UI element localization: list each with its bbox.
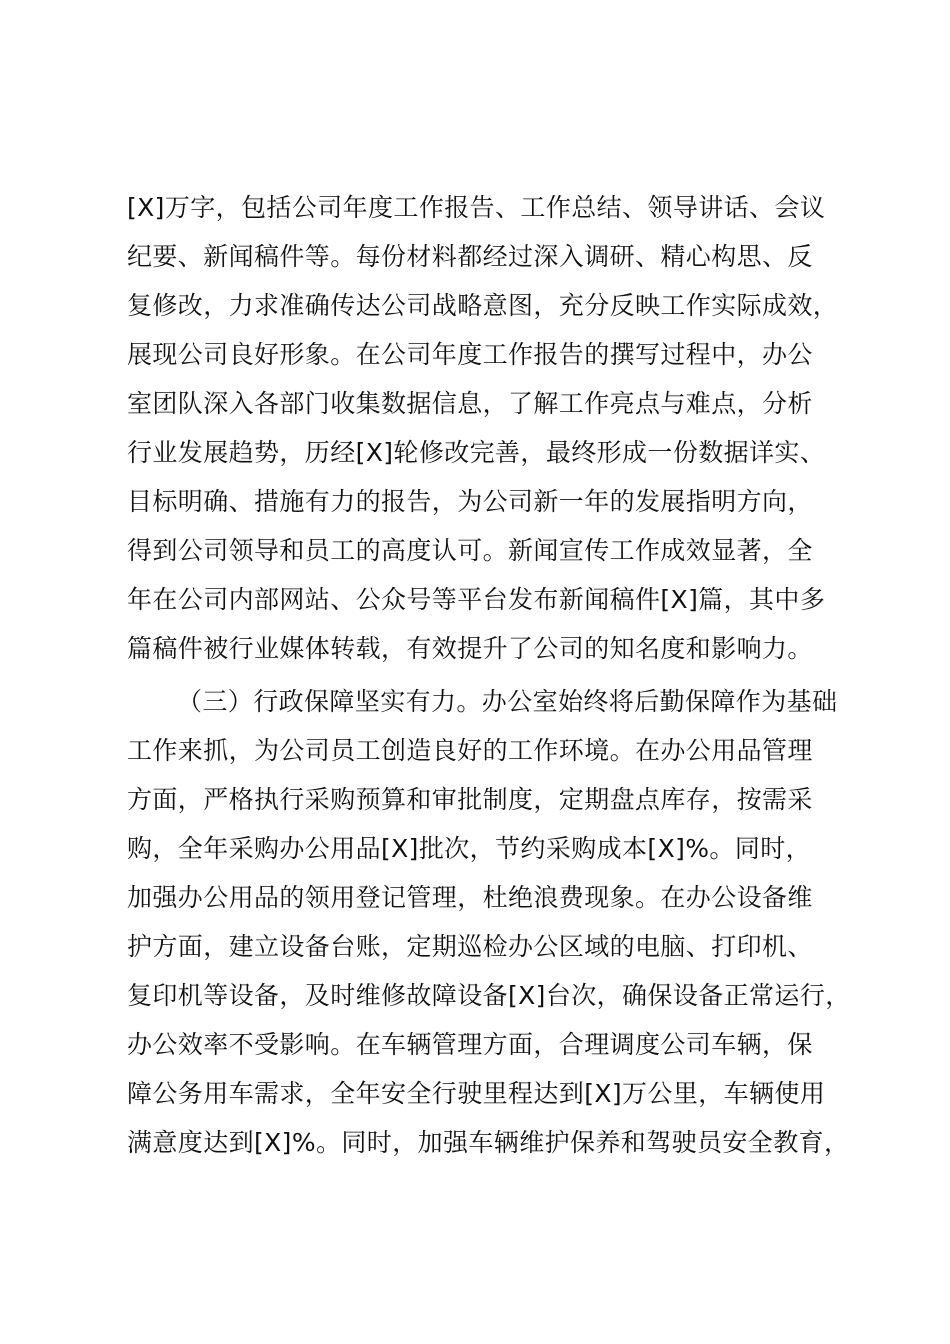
text-line: 满意度达到[X]%。同时，加强车辆维护保养和驾驶员安全教育， <box>127 1128 850 1157</box>
text-line: 购，全年采购办公用品[X]批次，节约采购成本[X]%。同时， <box>127 834 812 863</box>
text-line: 办公效率不受影响。在车辆管理方面，合理调度公司车辆，保 <box>127 1030 813 1059</box>
text-line: 方面，严格执行采购预算和审批制度，定期盘点库存，按需采 <box>127 785 813 814</box>
text-line: 加强办公用品的领用登记管理，杜绝浪费现象。在办公设备维 <box>127 883 813 912</box>
text-line: 复印机等设备，及时维修故障设备[X]台次，确保设备正常运行， <box>127 981 851 1010</box>
text-line: [X]万字，包括公司年度工作报告、工作总结、领导讲话、会议 <box>127 193 826 222</box>
text-line: 障公务用车需求，全年安全行驶里程达到[X]万公里，车辆使用 <box>127 1079 826 1108</box>
text-line: 篇稿件被行业媒体转载，有效提升了公司的知名度和影响力。 <box>127 634 813 663</box>
text-line: 目标明确、措施有力的报告，为公司新一年的发展指明方向， <box>127 487 813 516</box>
text-line: 展现公司良好形象。在公司年度工作报告的撰写过程中，办公 <box>127 340 813 369</box>
text-line: 行业发展趋势，历经[X]轮修改完善，最终形成一份数据详实、 <box>127 438 826 467</box>
text-line: 年在公司内部网站、公众号等平台发布新闻稿件[X]篇，其中多 <box>127 585 826 614</box>
text-line: 护方面，建立设备台账，定期巡检办公区域的电脑、打印机、 <box>127 932 813 961</box>
text-line: 复修改，力求准确传达公司战略意图，充分反映工作实际成效， <box>127 291 839 320</box>
section-heading-line: （三）行政保障坚实有力。办公室始终将后勤保障作为基础 <box>177 687 838 716</box>
text-line: 工作来抓，为公司员工创造良好的工作环境。在办公用品管理 <box>127 736 813 765</box>
text-line: 室团队深入各部门收集数据信息，了解工作亮点与难点，分析 <box>127 389 813 418</box>
text-line: 得到公司领导和员工的高度认可。新闻宣传工作成效显著，全 <box>127 536 813 565</box>
text-line: 纪要、新闻稿件等。每份材料都经过深入调研、精心构思、反 <box>127 242 813 271</box>
